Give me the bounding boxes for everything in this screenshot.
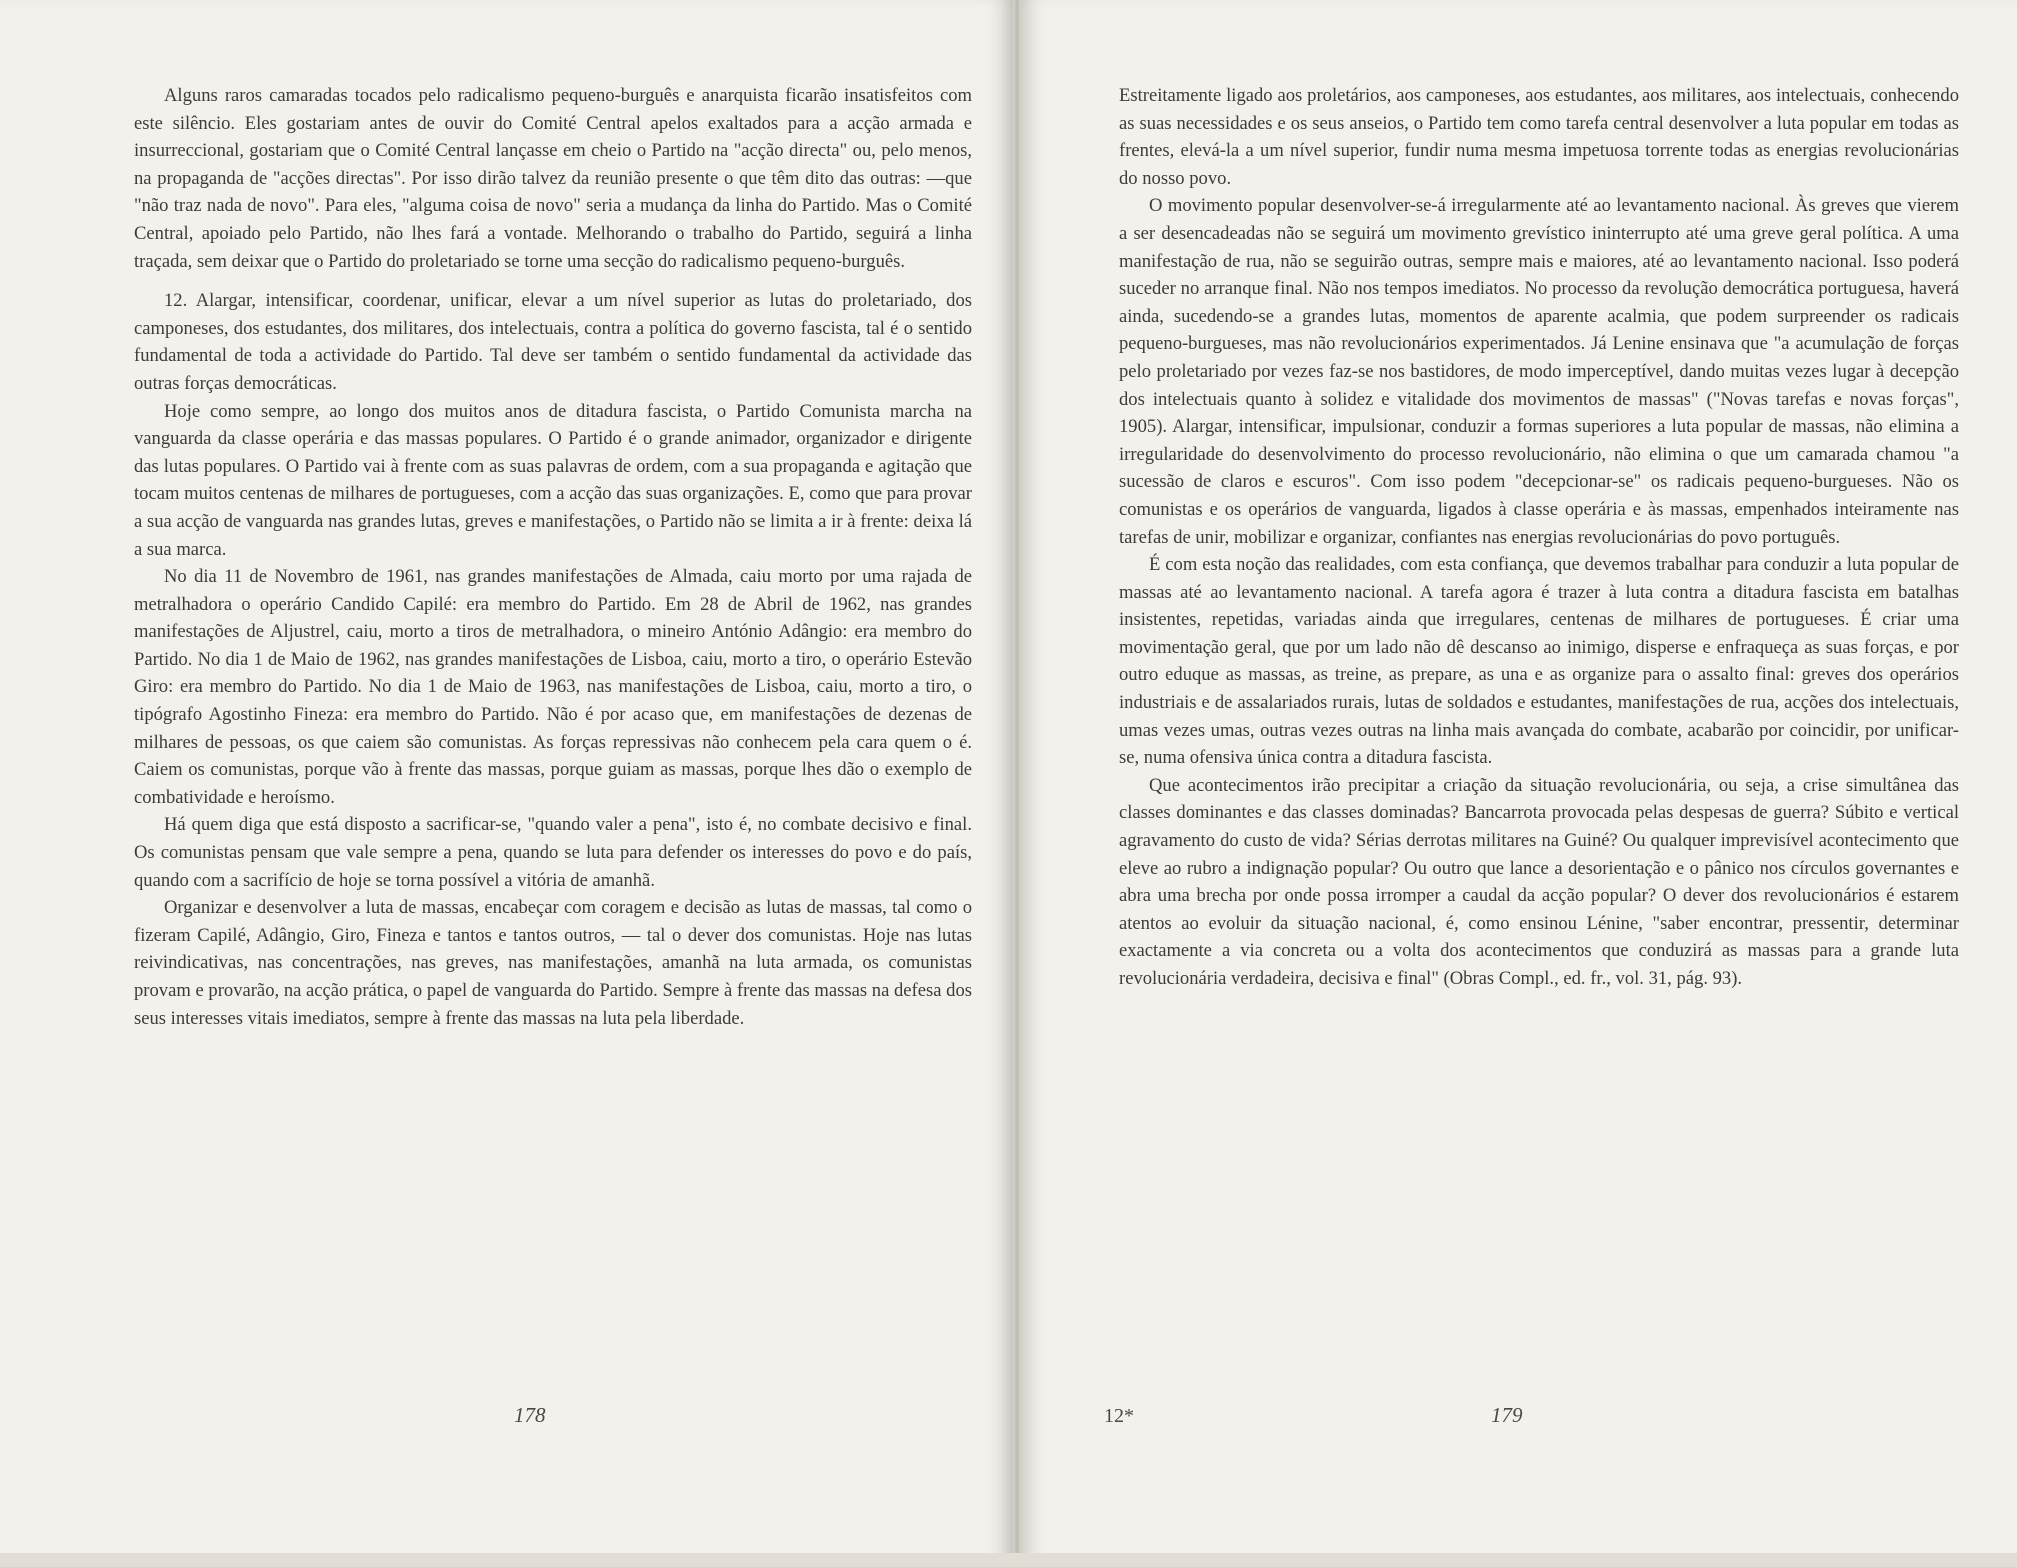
page-number-right: 179	[1491, 1403, 1523, 1427]
signature-mark: 12*	[1104, 1405, 1134, 1427]
paragraph: 12. Alargar, intensificar, coordenar, unificar, elevar a um nível superior as lutas do proletariado, dos camponeses, dos estudantes, dos militares, dos intelectuais, contra a política do governo fascista, tal é o sentido fundamental de toda a actividade do Partido. Tal deve ser também o sentido fundamental da actividade das outras forças democráticas.	[134, 290, 972, 394]
paragraph: Há quem diga que está disposto a sacrificar-se, "quando valer a pena", isto é, no combate decisivo e final. Os comunistas pensam que vale sempre a pena, quando se luta para defender os interesses do povo e do país, quando com a sacrifício de hoje se torna possível a vitória de amanhã.	[134, 814, 972, 891]
paragraph: Alguns raros camaradas tocados pelo radicalismo pequeno-burguês e anarquista ficarão insatisfeitos com este silêncio. Eles gostariam antes de ouvir do Comité Central apelos exaltados para a acção armada e insurreccional, gostariam que o Comité Central lançasse em cheio o Partido na "acção directa" ou, pelo menos, na propaganda de "acções directas". Por isso dirão talvez da reunião presente o que têm dito das outras: —que "não traz nada de novo". Para eles, "alguma coisa de novo" seria a mudança da linha do Partido. Mas o Comité Central, apoiado pelo Partido, não lhes fará a vontade. Melhorando o trabalho do Partido, seguirá a linha traçada, sem deixar que o Partido do proletariado se torne uma secção do radicalismo pequeno-burguês.	[134, 85, 972, 272]
paragraph: Que acontecimentos irão precipitar a criação da situação revolucionária, ou seja, a crise simultânea das classes dominantes e das classes dominadas? Bancarrota provocada pelas despesas de guerra? Súbito e vertical agravamento do custo de vida? Sérias derrotas militares na Guiné? Ou qualquer imprevisível acontecimento que eleve ao rubro a indignação popular? Ou outro que lance a desorientação e o pânico nos círculos governantes e abra uma brecha por onde possa irromper a caudal da acção popular? O dever dos revolucionários é estarem atentos ao evoluir da situação nacional, é, como ensinou Lénine, "saber encontrar, pressentir, determinar exactamente a via concreta ou a volta dos acontecimentos que conduzirá as massas para a grande luta revolucionária verdadeira, decisiva e final" (Obras Compl., ed. fr., vol. 31, pág. 93).	[1119, 774, 1959, 989]
paragraph: Organizar e desenvolver a luta de massas, encabeçar com coragem e decisão as lutas de massas, tal como o fizeram Capilé, Adângio, Giro, Fineza e tantos e tantos outros, — tal o dever dos comunistas. Hoje nas lutas reivindicativas, nas concentrações, nas greves, nas manifestações, amanhã na luta armada, os comunistas provam e provarão, na acção prática, o papel de vanguarda do Partido. Sempre à frente das massas na defesa dos seus interesses vitais imediatos, sempre à frente das massas na luta pela liberdade.	[134, 897, 972, 1029]
paragraph: No dia 11 de Novembro de 1961, nas grandes manifestações de Almada, caiu morto por uma rajada de metralhadora o operário Candido Capilé: era membro do Partido. Em 28 de Abril de 1962, nas grandes manifestações de Aljustrel, caiu, morto a tiros de metralhadora, o mineiro António Adângio: era membro do Partido. No dia 1 de Maio de 1962, nas grandes manifestações de Lisboa, caiu, morto a tiro, o operário Estevão Giro: era membro do Partido. No dia 1 de Maio de 1963, nas manifestações de Lisboa, caiu, morto a tiro, o tipógrafo Agostinho Fineza: era membro do Partido. Não é por acaso que, em manifestações de dezenas de milhares de pessoas, os que caiem são comunistas. As forças repressivas não conhecem pela cara quem o é. Caiem os comunistas, porque vão à frente das massas, porque guiam as massas, porque lhes dão o exemplo de combatividade e heroísmo.	[134, 566, 972, 808]
page-edge	[0, 1553, 2017, 1567]
paragraph: Estreitamente ligado aos proletários, aos camponeses, aos estudantes, aos militares, aos intelectuais, conhecendo as suas necessidades e os seus anseios, o Partido tem como tarefa central desenvolver a luta popular em todas as frentes, elevá-la a um nível superior, fundir numa mesma impetuosa torrente todas as energias revolucionárias do nosso povo.	[1119, 85, 1959, 189]
left-page-text	[134, 82, 972, 1032]
paragraph: O movimento popular desenvolver-se-á irregularmente até ao levantamento nacional. Às greves que vierem a ser desencadeadas não se seguirá um movimento grevístico ininterrupto até uma greve geral política. A uma manifestação de rua, não se seguirão outras, sempre mais e maiores, até ao levantamento nacional. Isso poderá suceder no arranque final. Não nos tempos imediatos. No processo da revolução democrática portuguesa, haverá ainda, sucedendo-se a grandes lutas, momentos de aparente acalmia, que podem surpreender os radicais pequeno-burgueses, mas não revolucionários experimentados. Já Lenine ensinava que "a acumulação de forças pelo proletariado por vezes faz-se nos bastidores, de modo imperceptível, dando muitas vezes lugar à decepção dos intelectuais quanto à solidez e vitalidade dos movimentos de massas" ("Novas tarefas e novas forças", 1905). Alargar, intensificar, impulsionar, conduzir a formas superiores a luta popular de massas, não elimina a irregularidade do desenvolvimento do processo revolucionário, não elimina o que um camarada chamou "a sucessão de claros e escuros". Com isso podem "decepcionar-se" os radicais pequeno-burgueses. Não os comunistas e os operários de vanguarda, ligados à classe operária e às massas, empenhados inteiramente nas tarefas de unir, mobilizar e organizar, confiantes nas energias revolucionárias do povo português.	[1119, 195, 1959, 548]
right-page	[1021, 0, 2017, 1567]
book-gutter	[1013, 0, 1021, 1567]
paragraph: Hoje como sempre, ao longo dos muitos anos de ditadura fascista, o Partido Comunista marcha na vanguarda da classe operária e das massas populares. O Partido é o grande animador, organizador e dirigente das lutas populares. O Partido vai à frente com as suas palavras de ordem, com a sua propaganda e agitação que tocam muitos centenas de milhares de portugueses, com a acção das suas organizações. E, como que para provar a sua acção de vanguarda nas grandes lutas, greves e manifestações, o Partido não se limita a ir à frente: deixa lá a sua marca.	[134, 400, 972, 560]
page-number-left: 178	[514, 1403, 546, 1427]
paragraph: É com esta noção das realidades, com esta confiança, que devemos trabalhar para conduzir a luta popular de massas até ao levantamento nacional. A tarefa agora é trazer à luta contra a ditadura fascista em batalhas insistentes, repetidas, variadas ainda que irregulares, centenas de milhares de portugueses. É criar uma movimentação geral, que por um lado não dê descanso ao inimigo, disperse e enfraqueça as suas forças, e por outro eduque as massas, as treine, as prepare, as una e as organize para o assalto final: greves dos operários industriais e de assalariados rurais, lutas de soldados e estudantes, manifestações de rua, acções dos intelectuais, umas vezes umas, outras vezes outras na linha mais avançada do combate, acabarão por coincidir, por unificar-se, numa ofensiva única contra a ditadura fascista.	[1119, 554, 1959, 769]
right-page-text	[1119, 82, 1959, 993]
